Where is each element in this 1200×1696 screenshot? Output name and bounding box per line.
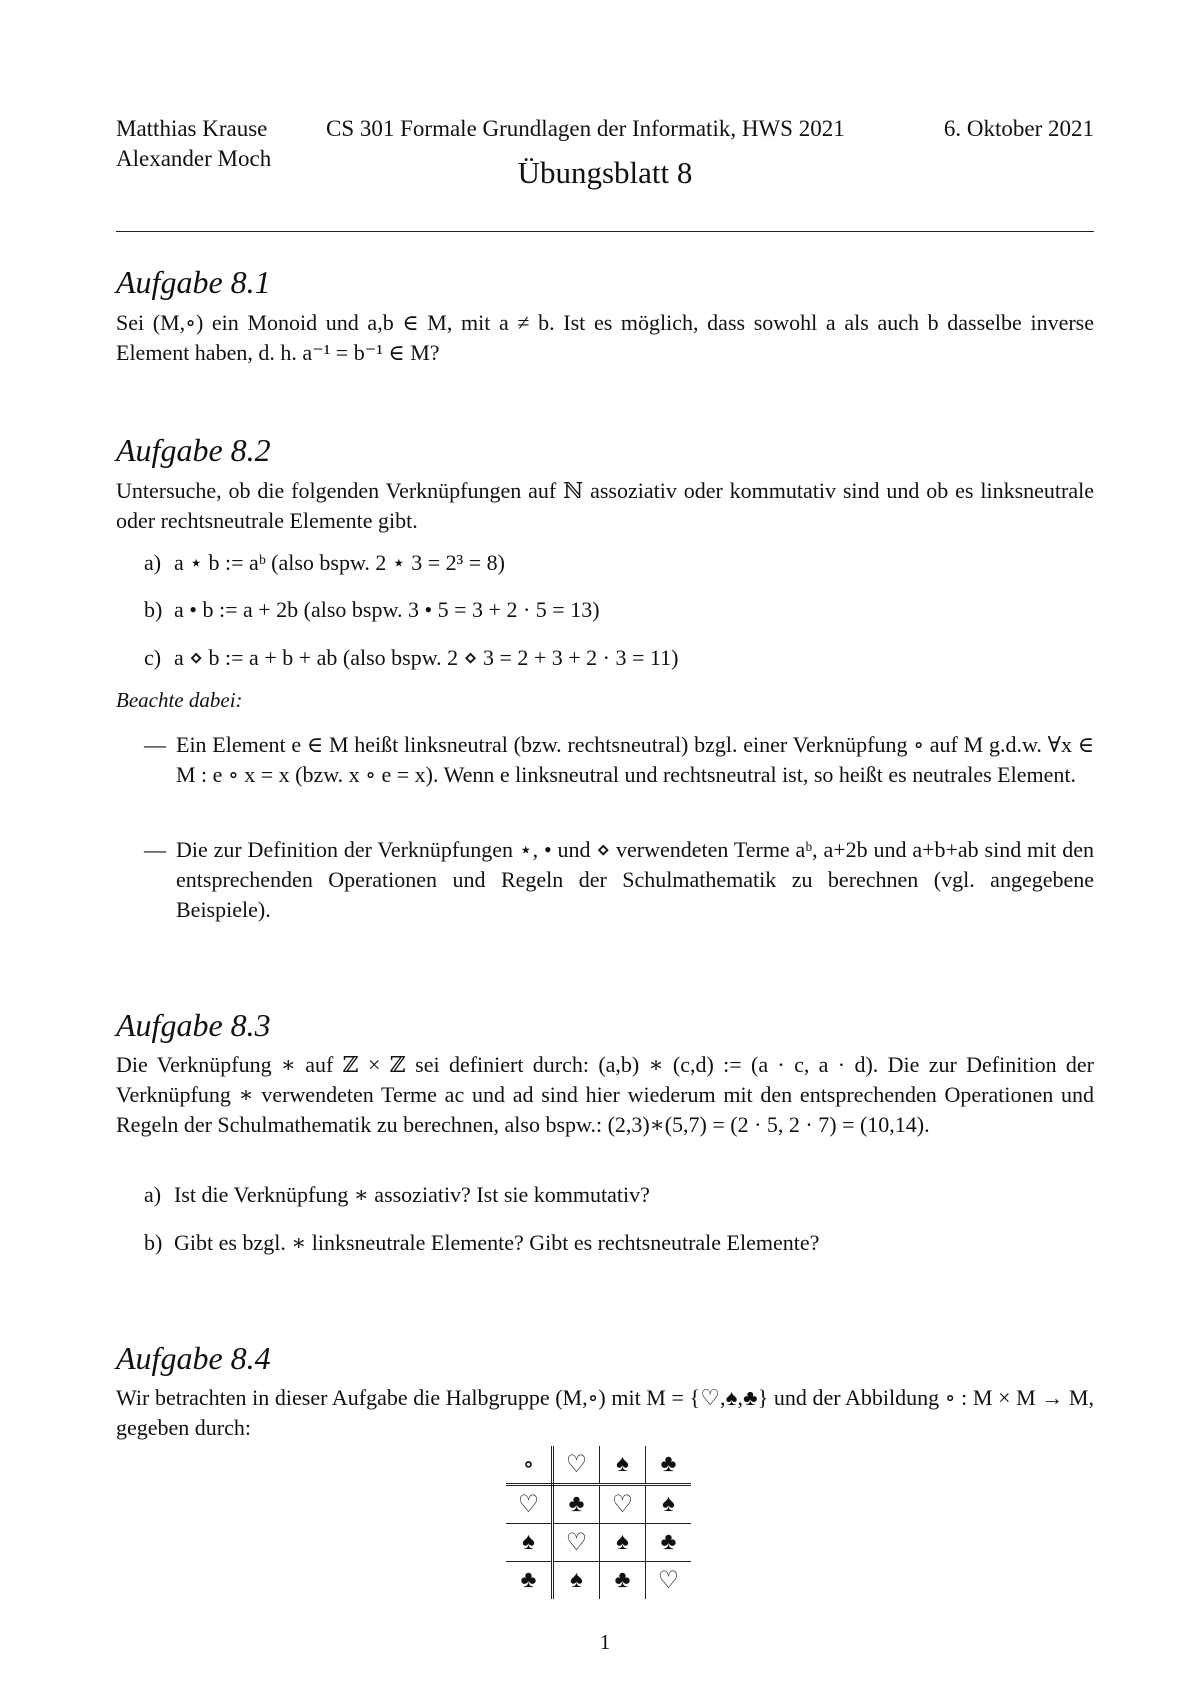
table-cell: ♣: [646, 1524, 692, 1562]
item-text: a • b := a + 2b (also bspw. 3 • 5 = 3 + 2 · 5 = 13): [174, 597, 600, 622]
author-2: Alexander Moch: [116, 146, 272, 171]
operation-table: [506, 1446, 691, 1599]
item-text: a ⋄ b := a + b + ab (also bspw. 2 ⋄ 3 = 2 + 3 + 2 · 3 = 11): [174, 645, 679, 670]
item-label: b): [144, 1230, 163, 1255]
table-row: [506, 1524, 691, 1562]
item-text: Ist die Verknüpfung ∗ assoziativ? Ist sie kommutativ?: [174, 1182, 650, 1207]
task-8-4-text: Wir betrachten in dieser Aufgabe die Halbgruppe (M,∘) mit M = {♡,♠,♣} und der Abbildung ∘ : M × M → M, gegeben durch:: [116, 1385, 1094, 1440]
item-text: Gibt es bzgl. ∗ linksneutrale Elemente? Gibt es rechtsneutrale Elemente?: [174, 1230, 820, 1255]
header-date: 6. Oktober 2021: [943, 116, 1094, 141]
task-8-2-bullet-1: [144, 730, 1094, 790]
task-8-2-item-b: [144, 597, 600, 623]
item-label: b): [144, 597, 163, 622]
item-text: a ⋆ b := aᵇ (also bspw. 2 ⋆ 3 = 2³ = 8): [174, 550, 505, 575]
task-8-2-title: Aufgabe 8.2: [116, 432, 271, 468]
header-rule: [116, 231, 1094, 232]
table-cell: ♡: [553, 1524, 600, 1562]
table-cell: ♡: [506, 1485, 553, 1524]
table-row: [506, 1485, 691, 1524]
table-cell: ♠: [506, 1524, 553, 1562]
page-number: 1: [599, 1630, 611, 1654]
bullet-text: Die zur Definition der Verknüpfungen ⋆, • und ⋄ verwendeten Terme aᵇ, a+2b und a+b+ab sind mit den entsprechenden Operationen und Regeln der Schulmathematik zu berechnen (vgl. angegebene Beispiele).: [176, 837, 1094, 922]
course-title: CS 301 Formale Grundlagen der Informatik, HWS 2021: [326, 116, 845, 141]
task-8-3-item-a: [144, 1182, 650, 1208]
bullet-dash: —: [144, 837, 166, 862]
task-8-3-text: Die Verknüpfung ∗ auf ℤ × ℤ sei definiert durch: (a,b) ∗ (c,d) := (a · c, a · d). Die zur Definition der Verknüpfung ∗ verwendeten Terme ac und ad sind hier wiederum mit den entsprechenden Operationen und Regeln der Schulmathematik zu berechnen, also bspw.: (2,3)∗(5,7) = (2 · 5, 2 · 7) = (10,14).: [116, 1052, 1094, 1137]
table-cell: ♣: [600, 1562, 646, 1600]
bullet-dash: —: [144, 732, 166, 757]
item-label: a): [144, 550, 162, 575]
task-8-3-title: Aufgabe 8.3: [116, 1007, 271, 1043]
item-label: c): [144, 645, 162, 670]
table-cell: ∘: [506, 1446, 553, 1485]
sheet-title: Übungsblatt 8: [517, 155, 693, 190]
table-cell: ♡: [646, 1562, 692, 1600]
table-row: [506, 1446, 691, 1485]
bullet-text: Ein Element e ∈ M heißt linksneutral (bzw. rechtsneutral) bzgl. einer Verknüpfung ∘ auf M g.d.w. ∀x ∈ M : e ∘ x = x (bzw. x ∘ e = x). Wenn e linksneutral und rechtsneutral ist, so heißt es neutrales Element.: [176, 732, 1094, 787]
task-8-2-text: Untersuche, ob die folgenden Verknüpfungen auf ℕ assoziativ oder kommutativ sind und ob es linksneutrale oder rechtsneutrale Elemente gibt.: [116, 478, 1094, 533]
task-8-2-item-a: [144, 550, 505, 576]
table-cell: ♣: [646, 1446, 692, 1485]
table-cell: ♡: [600, 1485, 646, 1524]
task-8-1-title: Aufgabe 8.1: [116, 264, 271, 300]
author-1: Matthias Krause: [116, 116, 268, 141]
task-8-2-bullet-2: [144, 835, 1094, 925]
table-cell: ♠: [600, 1446, 646, 1485]
table-cell: ♣: [506, 1562, 553, 1600]
task-8-2-note: Beachte dabei:: [116, 688, 243, 712]
task-8-1-text: Sei (M,∘) ein Monoid und a,b ∈ M, mit a ≠ b. Ist es möglich, dass sowohl a als auch b dasselbe inverse Element haben, d. h. a⁻¹ = b⁻¹ ∈ M?: [116, 310, 1094, 365]
table-cell: ♡: [553, 1446, 600, 1485]
table-cell: ♠: [553, 1562, 600, 1600]
table-row: [506, 1562, 691, 1600]
task-8-3-item-b: [144, 1230, 819, 1256]
table-cell: ♠: [646, 1485, 692, 1524]
task-8-4-title: Aufgabe 8.4: [116, 1340, 271, 1376]
item-label: a): [144, 1182, 162, 1207]
table-cell: ♣: [553, 1485, 600, 1524]
task-8-2-item-c: [144, 645, 678, 671]
table-cell: ♠: [600, 1524, 646, 1562]
